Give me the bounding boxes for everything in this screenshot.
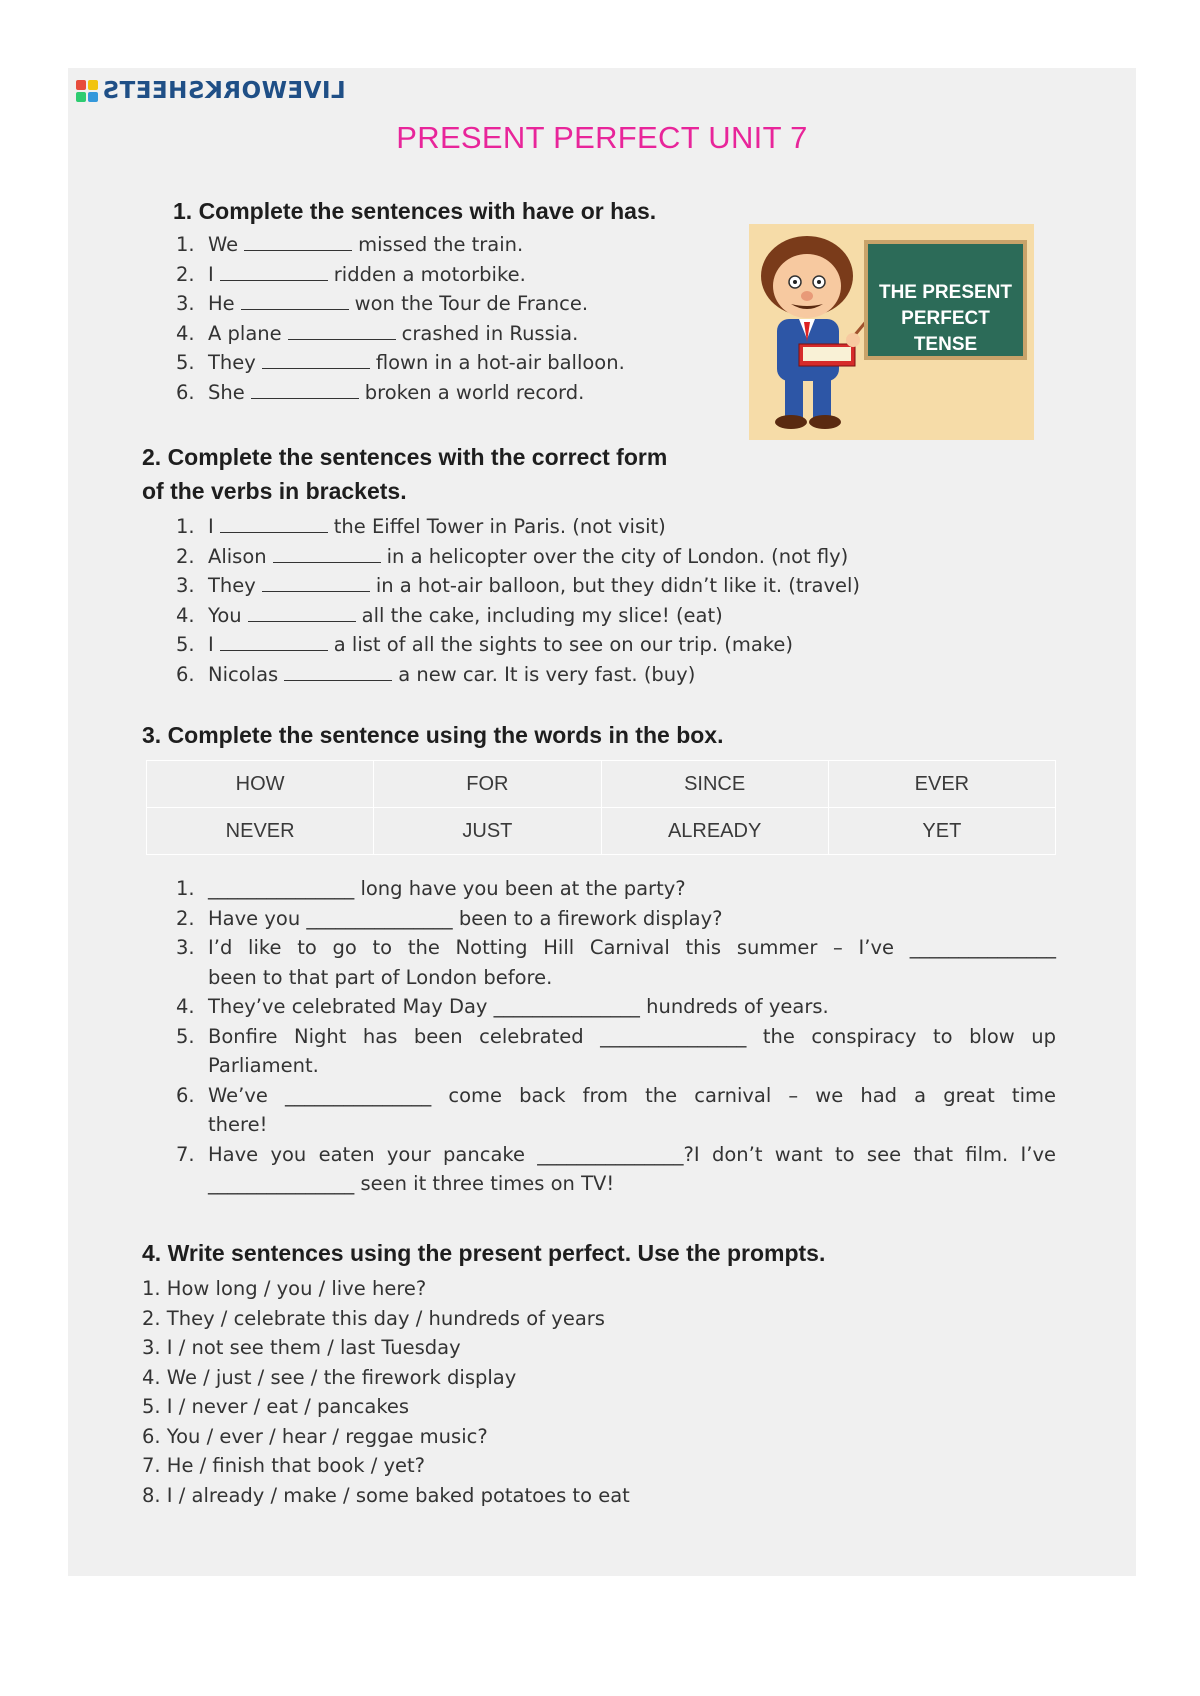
item-line: _______________ seen it three times on TV! bbox=[208, 1172, 615, 1195]
section2-item bbox=[176, 571, 976, 601]
item-number: 5. bbox=[176, 351, 195, 374]
item-subject: I bbox=[208, 515, 214, 538]
item-number: 1. bbox=[176, 877, 195, 900]
item-number: 3. bbox=[176, 936, 195, 959]
answer-blank[interactable] bbox=[244, 232, 352, 251]
word-box-table bbox=[146, 760, 1056, 855]
word-box-cell: FOR bbox=[374, 761, 601, 808]
item-line: there! bbox=[208, 1113, 268, 1136]
section4-item: 4. We / just / see / the firework display bbox=[142, 1365, 517, 1389]
item-text bbox=[208, 348, 625, 378]
section1-item bbox=[176, 230, 736, 260]
item-number: 1. bbox=[176, 233, 195, 256]
chalkboard-text: THE PRESENT PERFECT TENSE bbox=[878, 282, 1013, 355]
item-line: I’d like to go to the Notting Hill Carnival this summer – I’ve _______________ bbox=[208, 936, 1056, 959]
item-rest: missed the train. bbox=[358, 233, 524, 256]
item-subject: You bbox=[208, 603, 242, 627]
section2-heading-line2: of the verbs in brackets. bbox=[142, 478, 407, 504]
section2-item bbox=[176, 660, 976, 690]
item-line: Bonfire Night has been celebrated _______________ the conspiracy to blow up bbox=[208, 1024, 1056, 1048]
item-text bbox=[208, 378, 584, 408]
item-number: 1. bbox=[176, 515, 195, 538]
item-subject: They bbox=[208, 351, 256, 374]
item-line: Have you eaten your pancake _______________?I don’t want to see that film. I’ve bbox=[208, 1142, 1056, 1166]
worksheet-page bbox=[68, 68, 1136, 1576]
section2-heading-line1: 2. Complete the sentences with the correct form bbox=[142, 444, 668, 470]
section4-item: 3. I / not see them / last Tuesday bbox=[142, 1336, 461, 1359]
item-rest: ridden a motorbike. bbox=[333, 262, 526, 286]
answer-blank[interactable] bbox=[220, 262, 328, 281]
item-number: 3. bbox=[176, 292, 195, 315]
section4-item: 6. You / ever / hear / reggae music? bbox=[142, 1424, 488, 1448]
word-box-row bbox=[147, 808, 1056, 855]
item-number: 4. bbox=[176, 321, 195, 345]
item-text bbox=[208, 660, 695, 690]
item-subject: I bbox=[208, 262, 214, 286]
item-rest: crashed in Russia. bbox=[401, 321, 579, 345]
item-text bbox=[208, 601, 723, 631]
section2-item bbox=[176, 542, 976, 572]
word-box-cell: YET bbox=[828, 808, 1055, 855]
word-box-cell: NEVER bbox=[147, 808, 374, 855]
item-subject: They bbox=[208, 574, 256, 597]
item-line: been to that part of London before. bbox=[208, 965, 553, 989]
item-number: 2. bbox=[176, 262, 195, 286]
item-rest: won the Tour de France. bbox=[354, 292, 589, 315]
item-number: 6. bbox=[176, 662, 195, 686]
section1-item bbox=[176, 289, 736, 319]
item-text bbox=[208, 260, 526, 290]
logo-icon bbox=[76, 80, 98, 102]
item-text bbox=[208, 319, 578, 349]
item-rest: all the cake, including my slice! (eat) bbox=[361, 603, 723, 627]
section4-heading: 4. Write sentences using the present perfect. Use the prompts. bbox=[142, 1240, 826, 1266]
item-text bbox=[208, 571, 860, 601]
item-number: 5. bbox=[176, 633, 195, 656]
section4-item: 7. He / finish that book / yet? bbox=[142, 1454, 426, 1477]
word-box-row bbox=[147, 761, 1056, 808]
answer-blank[interactable] bbox=[262, 350, 370, 369]
section4-item: 2. They / celebrate this day / hundreds of years bbox=[142, 1306, 605, 1330]
section2-item bbox=[176, 601, 976, 631]
item-subject: She bbox=[208, 380, 245, 404]
item-number: 7. bbox=[176, 1142, 195, 1166]
item-number: 6. bbox=[176, 1083, 195, 1107]
chalkboard bbox=[864, 240, 1027, 360]
answer-blank[interactable] bbox=[248, 603, 356, 622]
item-text bbox=[208, 512, 666, 542]
item-text bbox=[208, 230, 523, 260]
section2-item bbox=[176, 630, 976, 660]
answer-blank[interactable] bbox=[220, 514, 328, 533]
item-subject: Alison bbox=[208, 544, 267, 568]
section4-item: 5. I / never / eat / pancakes bbox=[142, 1395, 410, 1418]
item-rest: the Eiffel Tower in Paris. (not visit) bbox=[333, 515, 666, 538]
liveworksheets-logo bbox=[76, 76, 346, 106]
answer-blank[interactable] bbox=[288, 321, 396, 340]
section4-item: 1. How long / you / live here? bbox=[142, 1277, 427, 1300]
item-number: 5. bbox=[176, 1024, 195, 1048]
item-rest: a new car. It is very fast. (buy) bbox=[398, 662, 696, 686]
item-rest: broken a world record. bbox=[364, 380, 585, 404]
section4-list bbox=[142, 1274, 842, 1510]
item-number: 2. bbox=[176, 544, 195, 568]
item-text bbox=[208, 289, 588, 319]
item-number: 6. bbox=[176, 380, 195, 404]
item-rest: flown in a hot-air balloon. bbox=[375, 351, 625, 374]
answer-blank[interactable] bbox=[262, 573, 370, 592]
item-rest: a list of all the sights to see on our trip. (make) bbox=[333, 633, 793, 656]
answer-blank[interactable] bbox=[220, 632, 328, 651]
item-number: 3. bbox=[176, 574, 195, 597]
item-line: Parliament. bbox=[208, 1054, 319, 1077]
item-rest: in a hot-air balloon, but they didn’t like it. (travel) bbox=[375, 574, 861, 597]
item-subject: We bbox=[208, 233, 239, 256]
word-box-cell: EVER bbox=[828, 761, 1055, 808]
item-line: Have you _______________ been to a firework display? bbox=[208, 906, 723, 930]
item-line: _______________ long have you been at the party? bbox=[208, 877, 686, 900]
section1-heading: 1. Complete the sentences with have or has. bbox=[173, 198, 657, 224]
item-subject: He bbox=[208, 292, 235, 315]
item-line: We’ve _______________ come back from the carnival – we had a great time bbox=[208, 1083, 1056, 1107]
word-box-cell: JUST bbox=[374, 808, 601, 855]
section4-item: 8. I / already / make / some baked potatoes to eat bbox=[142, 1483, 630, 1507]
section2-item bbox=[176, 512, 976, 542]
section3-heading: 3. Complete the sentence using the words in the box. bbox=[142, 722, 724, 748]
item-number: 4. bbox=[176, 603, 195, 627]
section2-list bbox=[176, 512, 976, 689]
item-subject: A plane bbox=[208, 321, 282, 345]
section1-item bbox=[176, 378, 736, 408]
section1-item bbox=[176, 260, 736, 290]
answer-blank[interactable] bbox=[273, 544, 381, 563]
item-rest: in a helicopter over the city of London. (not fly) bbox=[386, 544, 849, 568]
item-number: 4. bbox=[176, 995, 195, 1018]
item-subject: Nicolas bbox=[208, 662, 279, 686]
word-box-cell: ALREADY bbox=[601, 808, 828, 855]
section1-list bbox=[176, 230, 736, 407]
logo-text: LIVEWORKSHEETS bbox=[102, 78, 346, 104]
word-box-cell: SINCE bbox=[601, 761, 828, 808]
page-title: PRESENT PERFECT UNIT 7 bbox=[396, 120, 808, 155]
item-text bbox=[208, 630, 793, 660]
teacher-illustration bbox=[749, 224, 1034, 440]
item-number: 2. bbox=[176, 906, 195, 930]
answer-blank[interactable] bbox=[241, 291, 349, 310]
section1-item bbox=[176, 319, 736, 349]
answer-blank[interactable] bbox=[251, 380, 359, 399]
item-line: They’ve celebrated May Day _______________ hundreds of years. bbox=[208, 995, 829, 1018]
item-subject: I bbox=[208, 633, 214, 656]
section1-item bbox=[176, 348, 736, 378]
word-box-cell: HOW bbox=[147, 761, 374, 808]
item-text bbox=[208, 542, 848, 572]
answer-blank[interactable] bbox=[284, 662, 392, 681]
